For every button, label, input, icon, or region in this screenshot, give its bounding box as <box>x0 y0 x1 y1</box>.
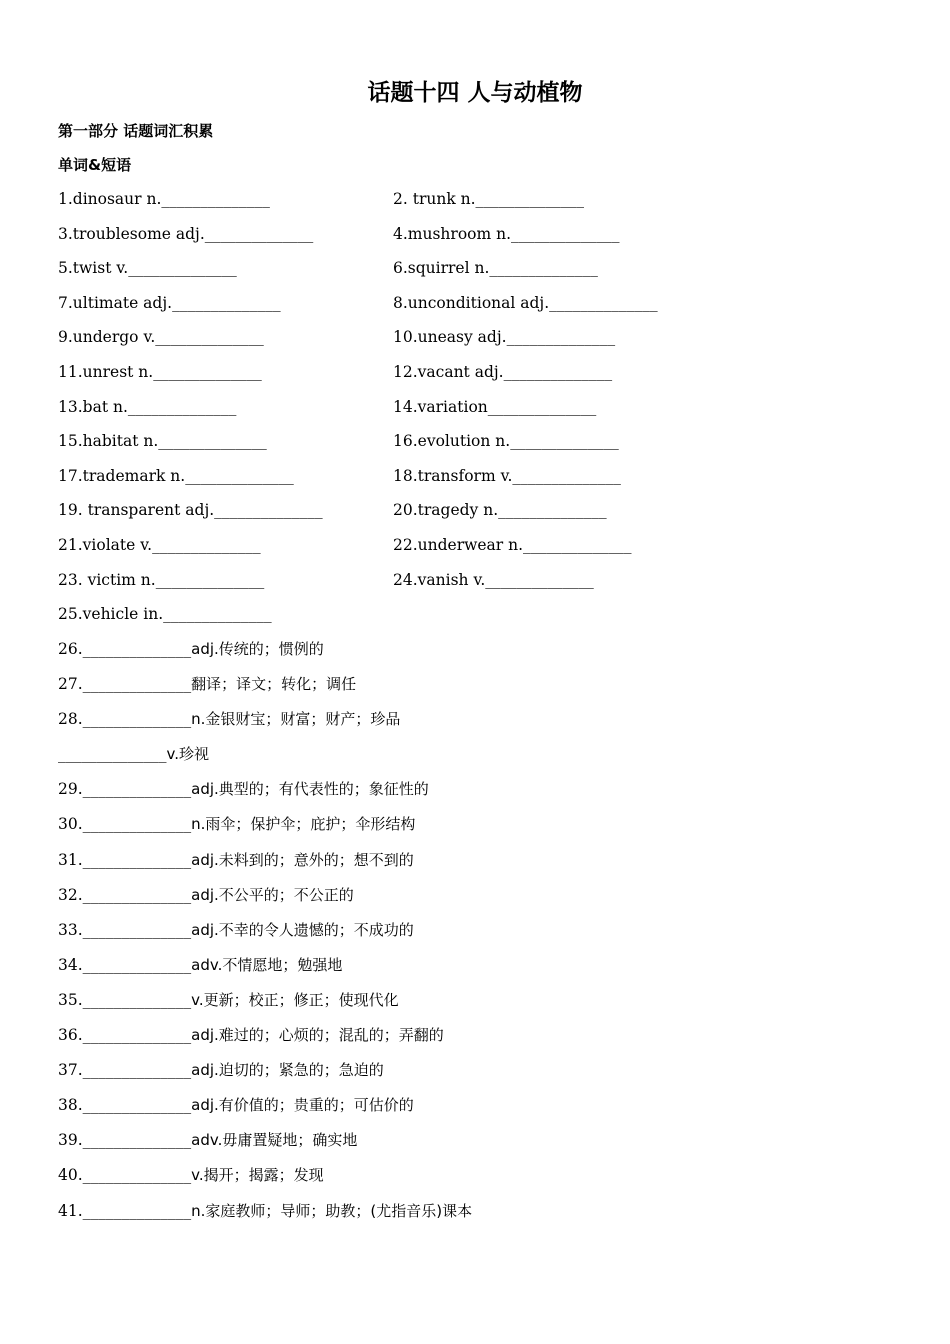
vocab-row <box>58 222 918 257</box>
answer-blank: ______________ <box>82 1166 192 1185</box>
item-number: 30. <box>58 815 83 834</box>
definition-text: 翻译；译文；转化；调任 <box>191 675 357 694</box>
answer-blank: ______________ <box>82 780 192 799</box>
vocab-item-left: 1.dinosaur n.______________ <box>58 190 270 208</box>
vocab-item-right: 20.tragedy n.______________ <box>393 501 607 520</box>
answer-blank: ______________ <box>82 1131 192 1150</box>
definition-text: adv.毋庸置疑地；确实地 <box>191 1131 358 1150</box>
definition-text: adj.有价值的；贵重的；可估价的 <box>191 1096 414 1115</box>
vocab-item-right: 18.transform v.______________ <box>393 466 621 485</box>
vocab-item-left: 17.trademark n.______________ <box>58 466 294 485</box>
vocab-row <box>58 498 918 533</box>
item-number: 39. <box>58 1131 83 1150</box>
definition-row <box>58 848 918 883</box>
answer-blank: ______________ <box>82 1026 192 1045</box>
vocab-item-left: 25.vehicle in.______________ <box>58 605 272 624</box>
definition-text: v.珍视 <box>166 745 209 764</box>
vocab-row <box>58 533 918 568</box>
vocab-item-left: 7.ultimate adj.______________ <box>58 293 281 312</box>
definition-row <box>58 1163 918 1198</box>
definition-text: n.雨伞；保护伞；庇护；伞形结构 <box>191 815 416 834</box>
item-number: 35. <box>58 990 83 1009</box>
vocab-item-right: 12.vacant adj.______________ <box>393 362 613 381</box>
definition-row <box>58 988 918 1023</box>
vocab-row <box>58 360 918 395</box>
definition-row <box>58 707 918 742</box>
vocab-item-left: 11.unrest n.______________ <box>58 362 262 381</box>
vocab-row <box>58 429 918 464</box>
definition-row <box>58 1199 918 1234</box>
vocab-item-left: 21.violate v.______________ <box>58 535 261 554</box>
vocab-row <box>58 464 918 499</box>
definition-text: adv.不情愿地；勉强地 <box>191 955 343 974</box>
vocab-item-left: 19. transparent adj.______________ <box>58 501 323 520</box>
vocab-row <box>58 256 918 291</box>
answer-blank: ______________ <box>82 955 192 974</box>
vocab-item-right: 24.vanish v.______________ <box>393 570 594 589</box>
definition-row <box>58 812 918 847</box>
item-number: 28. <box>58 710 83 729</box>
item-number: 27. <box>58 675 83 694</box>
definition-row <box>58 918 918 953</box>
vocab-item-right: 14.variation______________ <box>393 397 597 416</box>
answer-blank: ______________ <box>58 745 167 764</box>
item-number: 26. <box>58 640 83 658</box>
definition-row <box>58 1128 918 1163</box>
answer-blank: ______________ <box>82 850 192 869</box>
item-number: 32. <box>58 885 83 904</box>
vocab-item-right: 2. trunk n.______________ <box>393 190 585 208</box>
item-number: 37. <box>58 1061 83 1080</box>
vocab-row <box>58 568 918 603</box>
answer-blank: ______________ <box>82 675 192 694</box>
answer-blank: ______________ <box>82 815 192 834</box>
subheading: 单词&短语 <box>58 156 132 174</box>
vocab-pairs-list <box>58 187 918 637</box>
vocab-item-right: 8.unconditional adj.______________ <box>393 293 658 312</box>
definition-text: adj.不幸的令人遗憾的；不成功的 <box>191 920 414 939</box>
item-number: 41. <box>58 1201 83 1220</box>
vocab-item-right: 4.mushroom n.______________ <box>393 224 620 243</box>
item-number: 31. <box>58 850 83 869</box>
definition-row <box>58 777 918 812</box>
vocab-item-left: 23. victim n.______________ <box>58 570 265 589</box>
definition-text: adj.传统的；惯例的 <box>191 640 324 658</box>
item-number: 40. <box>58 1166 83 1185</box>
vocab-row <box>58 602 918 637</box>
definition-row <box>58 953 918 988</box>
definition-text: n.金银财宝；财富；财产；珍品 <box>191 710 401 729</box>
vocab-item-left: 13.bat n.______________ <box>58 397 237 416</box>
vocab-row <box>58 291 918 326</box>
definition-row <box>58 1023 918 1058</box>
item-number: 33. <box>58 920 83 939</box>
section-heading: 第一部分 话题词汇积累 <box>58 122 214 140</box>
item-number: 38. <box>58 1096 83 1115</box>
answer-blank: ______________ <box>82 990 192 1009</box>
definition-row <box>58 1093 918 1128</box>
item-number: 36. <box>58 1026 83 1045</box>
answer-blank: ______________ <box>82 710 192 729</box>
item-number: 29. <box>58 780 83 799</box>
definition-text: v.揭开；揭露；发现 <box>191 1166 324 1185</box>
definition-row <box>58 1058 918 1093</box>
answer-blank: ______________ <box>82 1096 192 1115</box>
answer-blank: ______________ <box>82 1061 192 1080</box>
definition-row <box>58 883 918 918</box>
answer-blank: ______________ <box>82 640 192 658</box>
definition-text: adj.不公平的；不公正的 <box>191 885 354 904</box>
definitions-list <box>58 637 918 1234</box>
answer-blank: ______________ <box>82 1201 192 1220</box>
definition-text: adj.典型的；有代表性的；象征性的 <box>191 780 429 799</box>
definition-text: adj.难过的；心烦的；混乱的；弄翻的 <box>191 1026 444 1045</box>
answer-blank: ______________ <box>82 920 192 939</box>
vocab-item-right: 22.underwear n.______________ <box>393 535 632 554</box>
definition-row <box>58 637 918 672</box>
vocab-item-left: 5.twist v.______________ <box>58 259 237 278</box>
answer-blank: ______________ <box>82 885 192 904</box>
page-title: 话题十四 人与动植物 <box>367 80 583 106</box>
definition-text: adj.未料到的；意外的；想不到的 <box>191 850 414 869</box>
vocab-row <box>58 325 918 360</box>
vocab-item-left: 3.troublesome adj.______________ <box>58 224 314 243</box>
definition-row <box>58 672 918 707</box>
vocab-row <box>58 187 918 222</box>
vocab-item-left: 9.undergo v.______________ <box>58 328 264 347</box>
vocab-row <box>58 395 918 430</box>
vocab-item-right: 10.uneasy adj.______________ <box>393 328 616 347</box>
item-number: 34. <box>58 955 83 974</box>
definition-text: adj.迫切的；紧急的；急迫的 <box>191 1061 384 1080</box>
definition-row <box>58 742 918 777</box>
vocab-item-right: 16.evolution n.______________ <box>393 432 619 451</box>
vocab-item-left: 15.habitat n.______________ <box>58 432 267 451</box>
vocab-item-right: 6.squirrel n.______________ <box>393 259 598 278</box>
definition-text: v.更新；校正；修正；使现代化 <box>191 990 399 1009</box>
definition-text: n.家庭教师；导师；助教；(尤指音乐)课本 <box>191 1201 473 1220</box>
